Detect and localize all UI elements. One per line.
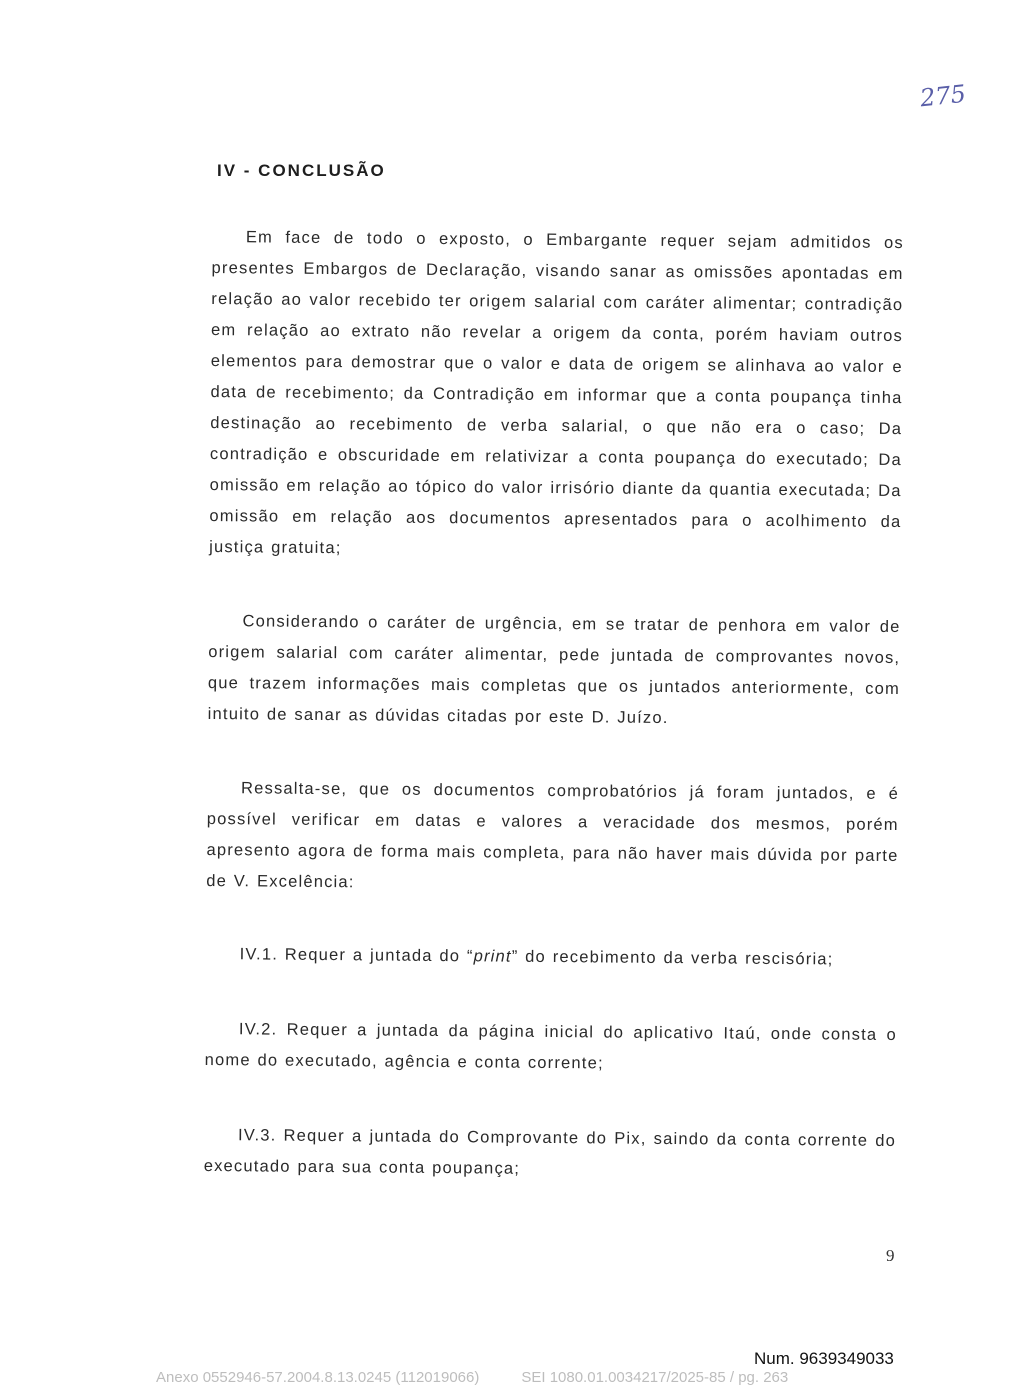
list-item-text: ” do recebimento da verba rescisória; [511, 947, 834, 969]
document-number: Num. 9639349033 [754, 1349, 894, 1368]
list-item-emphasis: print [473, 947, 512, 966]
list-item-iv-1 [205, 939, 897, 976]
paragraph-urgency: Considerando o caráter de urgência, em se tratar de penhora em valor de origem salarial com caráter alimentar, pede juntada de comprovantes novos, que trazem informações mais completas que os juntados anteriormente, com intuito de sanar as dúvidas citadas por este D. Juízo. [207, 612, 901, 728]
list-item-number: IV.3. [237, 1126, 277, 1145]
list-item-text: Requer a juntada do Comprovante do Pix, saindo da conta corrente do executado para sua conta poupança; [203, 1126, 897, 1178]
paragraph-conclusion-summary: Em face de todo o exposto, o Embargante requer sejam admitidos os presentes Embargos de Declaração, visando sanar as omissões apontadas em relação ao valor recebido ter origem salarial com caráter alimentar; contradição em relação ao extrato não revelar a origem da conta, porém haviam outros elementos para demostrar que o valor e data de origem se alinhava ao valor e data de recebimento; da Contradição em informar que a conta poupança tinha destinação ao recebimento de verba salarial, o que não era o caso; Da contradição e obscuridade em relativizar a conta poupança do executado; Da omissão em relação ao tópico do valor irrisório diante da quantia executada; Da omissão em relação aos documentos apresentados para o acolhimento da justiça gratuita; [209, 228, 904, 558]
list-item-text: Requer a juntada do “ [284, 945, 474, 966]
sei-reference: SEI 1080.01.0034217/2025-85 / pg. 263 [521, 1369, 789, 1386]
annex-reference: Anexo 0552946-57.2004.8.13.0245 (112019066) [156, 1369, 480, 1386]
document-body [204, 222, 904, 1188]
list-item-number: IV.1. [239, 945, 279, 964]
list-item-text: Requer a juntada da página inicial do aplicativo Itaú, onde consta o nome do executado, agência e conta corrente; [204, 1020, 898, 1073]
section-title: IV - CONCLUSÃO [217, 161, 386, 180]
paragraph-documents: Ressalta-se, que os documentos comprobatórios já foram juntados, e é possível verificar em datas e valores a veracidade dos mesmos, porém apresento agora de forma mais completa, para não haver mais dúvida por parte de V. Excelência: [206, 779, 900, 892]
annex-footer [156, 1369, 788, 1386]
list-item-iv-3 [204, 1120, 897, 1188]
list-item-iv-2 [205, 1014, 898, 1082]
handwritten-page-number: 275 [918, 79, 968, 113]
list-item-number: IV.2. [238, 1020, 278, 1039]
page-number: 9 [886, 1246, 895, 1265]
